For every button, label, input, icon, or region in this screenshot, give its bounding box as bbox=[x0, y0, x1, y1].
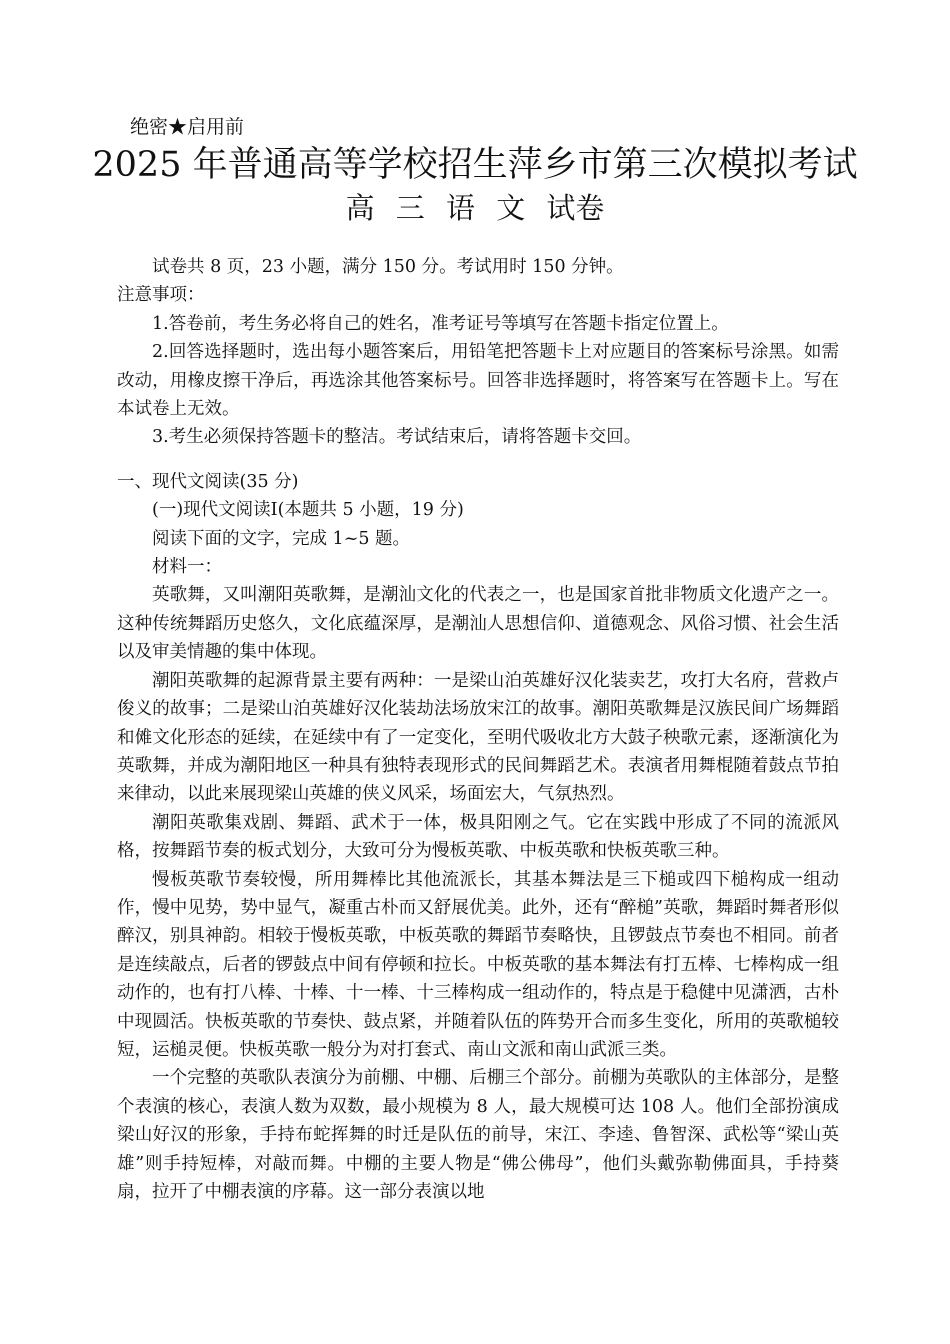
passage-paragraph: 一个完整的英歌队表演分为前棚、中棚、后棚三个部分。前棚为英歌队的主体部分，是整个表演的核心，表演人数为双数，最小规模为 8 人，最大规模可达 108 人。他们全部扮演成梁山好汉的形象，手持布蛇挥舞的时迁是队伍的前导，宋江、李逵、鲁智深、武松等“梁山英雄”则手持短棒，对敲而舞。中棚的主要人物是“佛公佛母”，他们头戴弥勒佛面具，手持葵扇，拉开了中棚表演的序幕。这一部分表演以地 bbox=[117, 1068, 839, 1202]
passage-paragraph: 潮阳英歌集戏剧、舞蹈、武术于一体，极具阳刚之气。它在实践中形成了不同的流派风格，按舞蹈节奏的板式划分，大致可分为慢板英歌、中板英歌和快板英歌三种。 bbox=[117, 812, 839, 862]
notice-item: 3.考生必须保持答题卡的整洁。考试结束后，请将答题卡交回。 bbox=[152, 427, 642, 448]
exam-subtitle: 高 三 语 文 试卷 bbox=[345, 191, 605, 225]
notice-item: 2.回答选择题时，选出每小题答案后，用铅笔把答题卡上对应题目的答案标号涂黑。如需改动，用橡皮擦干净后，再选涂其他答案标号。回答非选择题时，将答案写在答题卡上。写在本试卷上无效。 bbox=[117, 342, 839, 420]
passage-paragraph: 慢板英歌节奏较慢，所用舞棒比其他流派长，其基本舞法是三下槌或四下槌构成一组动作，慢中见势，势中显气，凝重古朴而又舒展优美。此外，还有“醉槌”英歌，舞蹈时舞者形似醉汉，别具神韵。相较于慢板英歌，中板英歌的舞蹈节奏略快，且锣鼓点节奏也不相同。前者是连续敲点，后者的锣鼓点中间有停顿和拉长。中板英歌的基本舞法有打五棒、七棒构成一组动作的，也有打八棒、十棒、十一棒、十三棒构成一组动作的，特点是于稳健中见潇洒，古朴中现圆活。快板英歌的节奏快、鼓点紧，并随着队伍的阵势开合而多生变化，所用的英歌槌较短，运槌灵便。快板英歌一般分为对打套式、南山文派和南山武派三类。 bbox=[117, 869, 839, 1060]
section-spacer bbox=[117, 452, 839, 468]
notice-label: 注意事项： bbox=[117, 285, 205, 306]
passage-paragraph: 英歌舞，又叫潮阳英歌舞，是潮汕文化的代表之一，也是国家首批非物质文化遗产之一。这种传统舞蹈历史悠久，文化底蕴深厚，是潮汕人思想信仰、道德观念、风俗习惯、社会生活以及审美情趣的集中体现。 bbox=[117, 585, 839, 663]
exam-title: 2025 年普通高等学校招生萍乡市第三次模拟考试 bbox=[92, 145, 858, 185]
notice-item: 1.答卷前，考生务必将自己的姓名，准考证号等填写在答题卡指定位置上。 bbox=[152, 313, 729, 334]
passage-paragraph: 潮阳英歌舞的起源背景主要有两种：一是梁山泊英雄好汉化装卖艺，攻打大名府，营救卢俊义的故事；二是梁山泊英雄好汉化装劫法场放宋江的故事。潮阳英歌舞是汉族民间广场舞蹈和傩文化形态的延续，在延续中有了一定变化，至明代吸收北方大鼓子秧歌元素，逐渐演化为英歌舞，并成为潮阳地区一种具有独特表现形式的民间舞蹈艺术。表演者用舞棍随着鼓点节拍来律动，以此来展现梁山英雄的侠义风采，场面宏大，气氛热烈。 bbox=[117, 670, 839, 805]
material-label: 材料一： bbox=[152, 557, 222, 578]
section-heading: 一、现代文阅读(35 分) bbox=[117, 471, 299, 492]
exam-body bbox=[117, 253, 839, 1206]
confidential-mark: 绝密★启用前 bbox=[130, 116, 245, 138]
exam-summary: 试卷共 8 页，23 小题，满分 150 分。考试用时 150 分钟。 bbox=[152, 257, 624, 277]
part-heading: (一)现代文阅读Ⅰ(本题共 5 小题，19 分) bbox=[152, 500, 464, 521]
reading-direction: 阅读下面的文字，完成 1~5 题。 bbox=[152, 528, 411, 549]
